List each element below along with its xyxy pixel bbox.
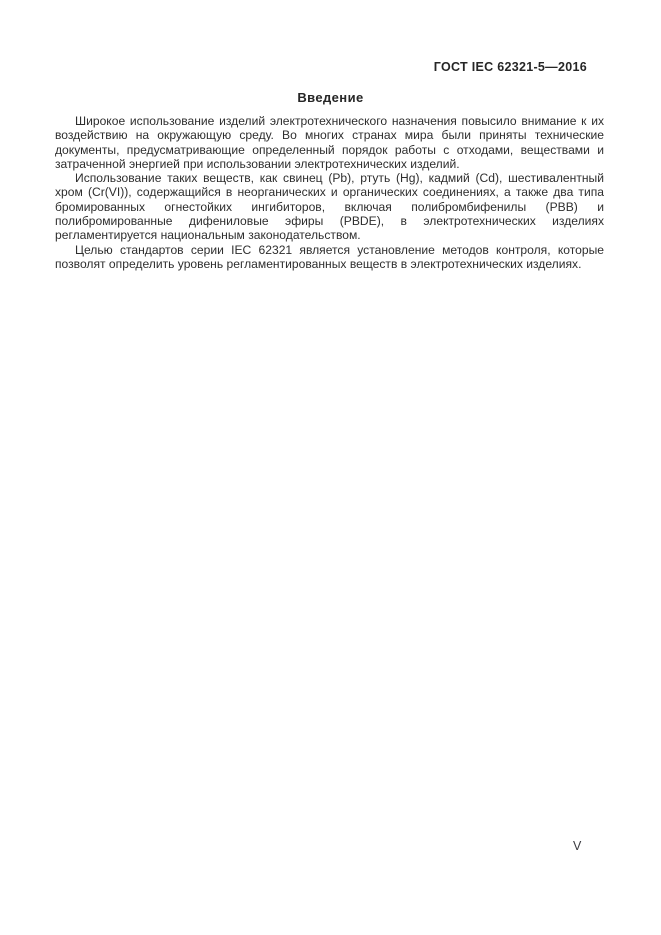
page-number: V xyxy=(573,839,582,853)
paragraph-1: Широкое использование изделий электротехнического назначения повысило внимание к их воздействию на окружающую среду. Во многих странах мира были приняты технические документы, предусматривающие определенный порядок работы с отходами, веществами и затраченной энергией при использовании электротехнических изделий. xyxy=(55,114,604,171)
page-title: Введение xyxy=(297,90,364,105)
paragraph-2: Использование таких веществ, как свинец (Pb), ртуть (Hg), кадмий (Cd), шестивалентный хром (Cr(VI)), содержащийся в неорганических и органических соединениях, а также два типа бромированных огнестойких ингибиторов, включая полибромбифенилы (PBB) и полибромированные дифениловые эфиры (PBDE), в электротехнических изделиях регламентируется национальным законодательством. xyxy=(55,171,604,243)
paragraph-3: Целью стандартов серии IEC 62321 является установление методов контроля, которые позволят определить уровень регламентированных веществ в электротехнических изделиях. xyxy=(55,242,604,271)
introduction-text xyxy=(55,114,604,271)
document-header: ГОСТ IEC 62321-5—2016 xyxy=(433,60,587,74)
